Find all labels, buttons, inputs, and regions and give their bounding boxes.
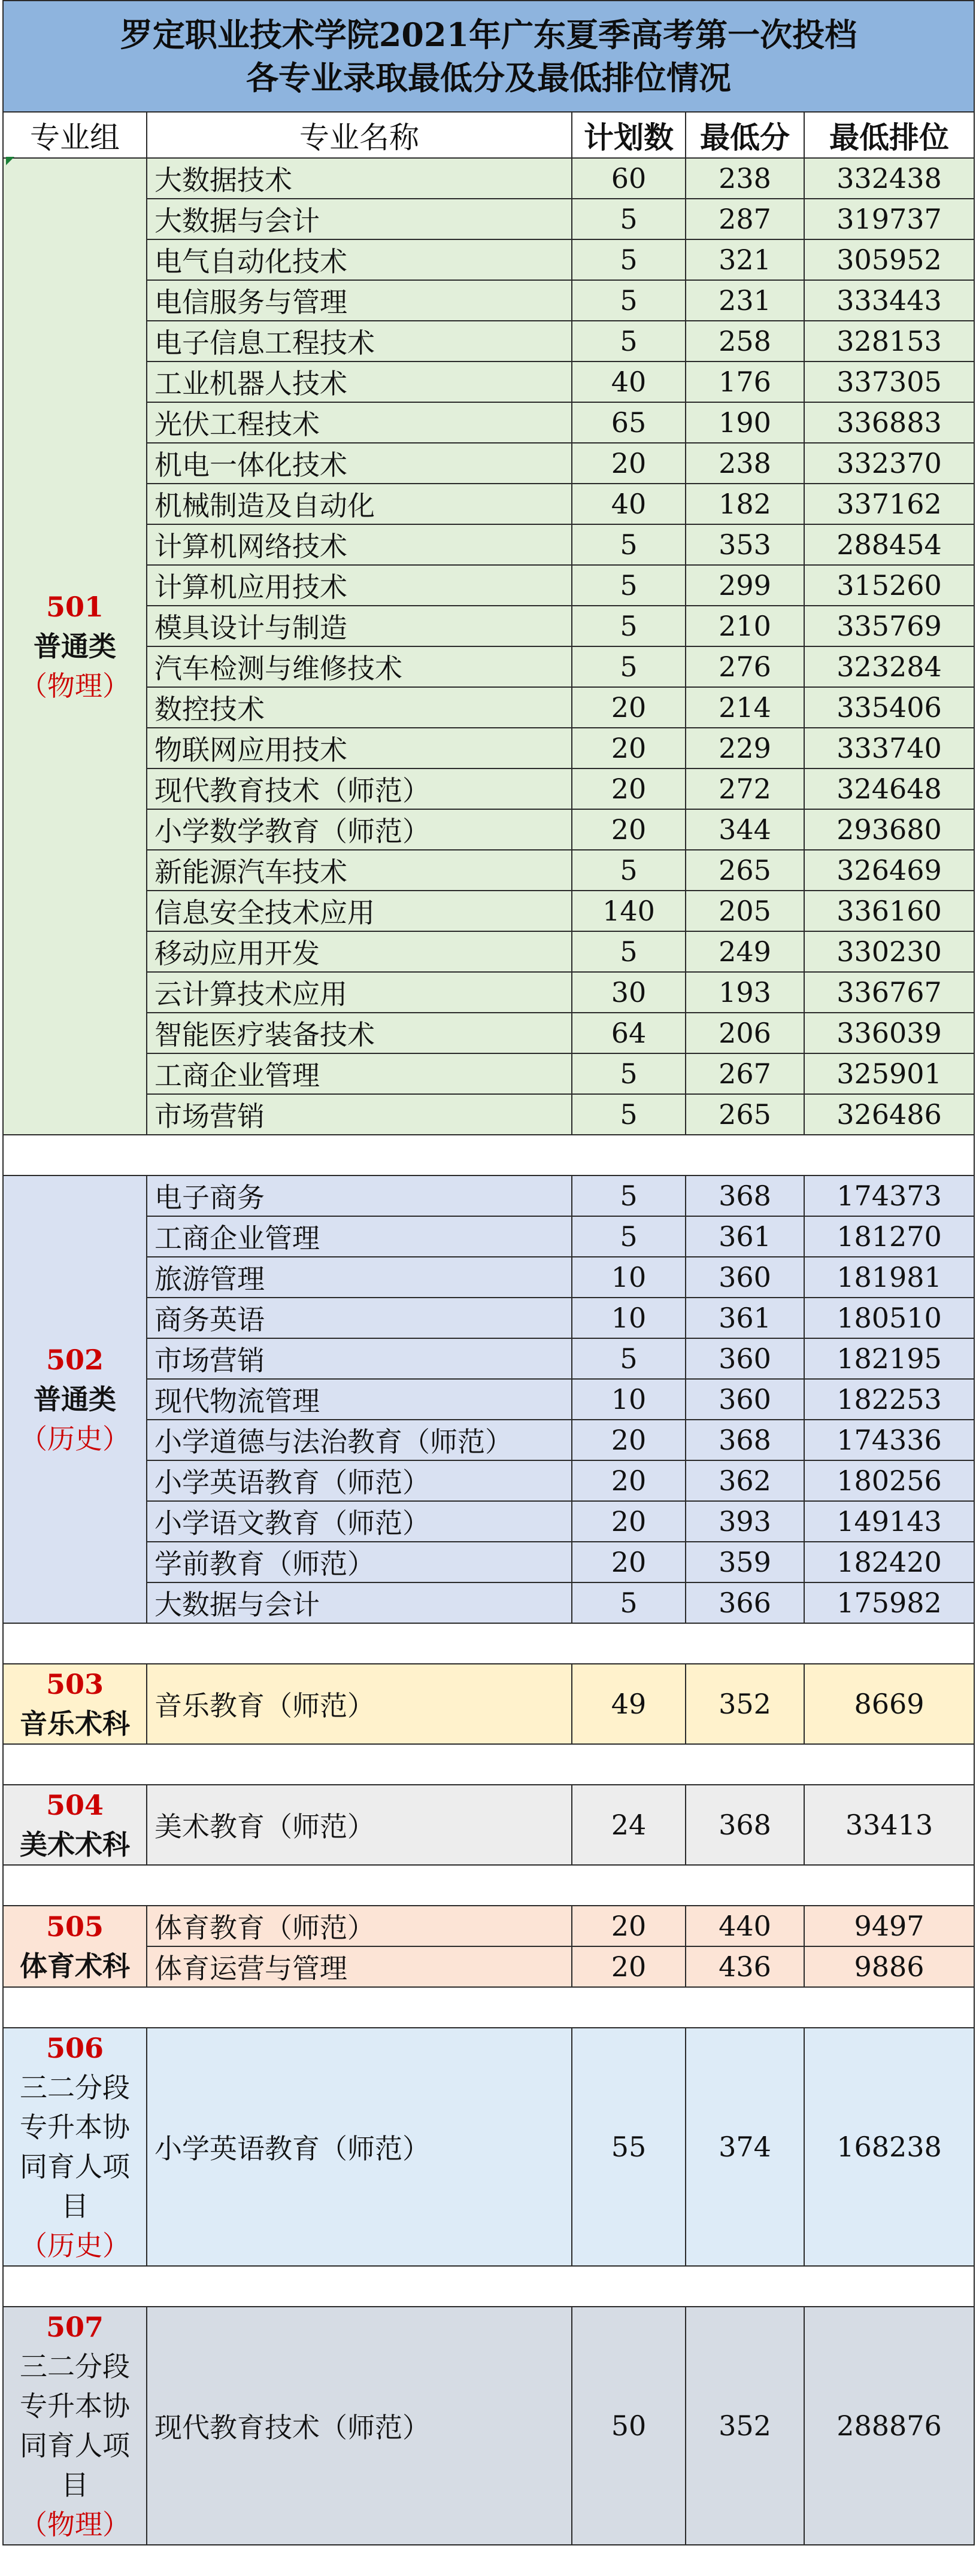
group-type-line: 专升本协	[20, 2111, 130, 2143]
table-row	[3, 1257, 974, 1298]
major-cell: 现代教育技术（师范）	[147, 2307, 572, 2545]
group-subject: （物理）	[20, 670, 130, 702]
major-cell: 计算机网络技术	[147, 524, 572, 565]
plan-cell: 5	[572, 321, 686, 362]
plan-cell: 20	[572, 1460, 686, 1501]
min-rank-cell: 333443	[804, 280, 974, 321]
min-rank-cell: 174336	[804, 1420, 974, 1460]
table-row	[3, 1338, 974, 1379]
table-row	[3, 972, 974, 1013]
min-score-cell: 182	[686, 484, 804, 524]
group-type: 普通类	[34, 1383, 116, 1415]
min-rank-cell: 323284	[804, 646, 974, 687]
min-score-cell: 231	[686, 280, 804, 321]
min-score-cell: 321	[686, 239, 804, 280]
min-rank-cell: 326486	[804, 1094, 974, 1135]
group-type: 音乐术科	[20, 1708, 130, 1740]
major-cell: 电信服务与管理	[147, 280, 572, 321]
plan-cell: 5	[572, 850, 686, 891]
major-cell: 现代物流管理	[147, 1379, 572, 1420]
plan-cell: 40	[572, 484, 686, 524]
table-row	[3, 687, 974, 728]
min-score-cell: 368	[686, 1785, 804, 1865]
plan-cell: 20	[572, 687, 686, 728]
plan-cell: 5	[572, 1053, 686, 1094]
min-rank-cell: 33413	[804, 1785, 974, 1865]
min-rank-cell: 9497	[804, 1906, 974, 1946]
plan-cell: 24	[572, 1785, 686, 1865]
separator-row	[3, 1865, 974, 1906]
min-rank-cell: 149143	[804, 1501, 974, 1542]
min-rank-cell: 288454	[804, 524, 974, 565]
separator-row	[3, 1623, 974, 1664]
major-cell: 小学英语教育（师范）	[147, 2028, 572, 2266]
min-score-cell: 265	[686, 1094, 804, 1135]
group-type-line: 同育人项	[20, 2150, 130, 2183]
table-row	[3, 280, 974, 321]
table-row	[3, 606, 974, 646]
min-score-cell: 206	[686, 1013, 804, 1053]
table-row	[3, 1906, 974, 1946]
table-row	[3, 931, 974, 972]
group-type-line: 专升本协	[20, 2390, 130, 2422]
plan-cell: 5	[572, 931, 686, 972]
table-row	[3, 850, 974, 891]
min-score-cell: 368	[686, 1420, 804, 1460]
table-row	[3, 1785, 974, 1865]
min-rank-cell: 175982	[804, 1582, 974, 1623]
plan-cell: 20	[572, 768, 686, 809]
plan-cell: 49	[572, 1664, 686, 1744]
table-row	[3, 891, 974, 931]
major-cell: 体育教育（师范）	[147, 1906, 572, 1946]
cell-comment-marker	[6, 157, 14, 165]
min-score-cell: 436	[686, 1946, 804, 1987]
major-cell: 大数据技术	[147, 158, 572, 199]
title-line-2: 各专业录取最低分及最低排位情况	[246, 59, 732, 97]
table-row	[3, 362, 974, 402]
table-row	[3, 1216, 974, 1257]
table-row	[3, 2307, 974, 2545]
major-cell: 机电一体化技术	[147, 443, 572, 484]
major-cell: 小学数学教育（师范）	[147, 809, 572, 850]
table-row	[3, 239, 974, 280]
group-cell	[3, 1664, 147, 1744]
min-rank-cell: 180510	[804, 1298, 974, 1338]
min-rank-cell: 335406	[804, 687, 974, 728]
min-score-cell: 193	[686, 972, 804, 1013]
group-type-line: 三二分段	[20, 2071, 130, 2104]
major-cell: 学前教育（师范）	[147, 1542, 572, 1582]
min-score-cell: 366	[686, 1582, 804, 1623]
group-type-line: 目	[61, 2469, 89, 2501]
separator-cell	[3, 1135, 974, 1175]
min-score-cell: 176	[686, 362, 804, 402]
major-cell: 电气自动化技术	[147, 239, 572, 280]
table-row	[3, 1460, 974, 1501]
major-cell: 市场营销	[147, 1094, 572, 1135]
major-cell: 机械制造及自动化	[147, 484, 572, 524]
min-score-cell: 272	[686, 768, 804, 809]
major-cell: 音乐教育（师范）	[147, 1664, 572, 1744]
separator-row	[3, 1744, 974, 1785]
min-score-cell: 229	[686, 728, 804, 768]
title-row	[3, 1, 974, 112]
separator-cell	[3, 1865, 974, 1906]
major-cell: 模具设计与制造	[147, 606, 572, 646]
min-rank-cell: 181270	[804, 1216, 974, 1257]
plan-cell: 5	[572, 1216, 686, 1257]
min-rank-cell: 332370	[804, 443, 974, 484]
min-score-cell: 344	[686, 809, 804, 850]
min-rank-cell: 335769	[804, 606, 974, 646]
group-type: 美术术科	[20, 1828, 130, 1861]
major-cell: 计算机应用技术	[147, 565, 572, 606]
min-score-cell: 205	[686, 891, 804, 931]
min-score-cell: 393	[686, 1501, 804, 1542]
separator-row	[3, 1135, 974, 1175]
min-rank-cell: 325901	[804, 1053, 974, 1094]
plan-cell: 5	[572, 280, 686, 321]
plan-cell: 5	[572, 1338, 686, 1379]
plan-cell: 10	[572, 1257, 686, 1298]
group-cell	[3, 1175, 147, 1623]
min-rank-cell: 336767	[804, 972, 974, 1013]
group-type-line: 三二分段	[20, 2350, 130, 2383]
group-code: 501	[46, 591, 104, 623]
major-cell: 物联网应用技术	[147, 728, 572, 768]
table-row	[3, 199, 974, 239]
major-cell: 小学语文教育（师范）	[147, 1501, 572, 1542]
min-score-cell: 362	[686, 1460, 804, 1501]
separator-cell	[3, 1744, 974, 1785]
header-major: 专业名称	[147, 112, 572, 158]
table-row	[3, 1420, 974, 1460]
header-plan: 计划数	[572, 112, 686, 158]
min-rank-cell: 174373	[804, 1175, 974, 1216]
table-row	[3, 443, 974, 484]
min-score-cell: 360	[686, 1338, 804, 1379]
plan-cell: 20	[572, 1542, 686, 1582]
major-cell: 电子信息工程技术	[147, 321, 572, 362]
min-score-cell: 360	[686, 1257, 804, 1298]
plan-cell: 20	[572, 728, 686, 768]
plan-cell: 55	[572, 2028, 686, 2266]
table-row	[3, 1013, 974, 1053]
min-score-cell: 214	[686, 687, 804, 728]
table-row	[3, 1175, 974, 1216]
plan-cell: 5	[572, 1582, 686, 1623]
min-score-cell: 360	[686, 1379, 804, 1420]
group-code: 503	[46, 1668, 104, 1700]
plan-cell: 20	[572, 1906, 686, 1946]
separator-cell	[3, 1623, 974, 1664]
major-cell: 新能源汽车技术	[147, 850, 572, 891]
min-rank-cell: 8669	[804, 1664, 974, 1744]
min-score-cell: 359	[686, 1542, 804, 1582]
min-rank-cell: 333740	[804, 728, 974, 768]
table-row	[3, 158, 974, 199]
table-row	[3, 1664, 974, 1744]
min-score-cell: 238	[686, 158, 804, 199]
min-rank-cell: 293680	[804, 809, 974, 850]
plan-cell: 140	[572, 891, 686, 931]
plan-cell: 10	[572, 1379, 686, 1420]
plan-cell: 30	[572, 972, 686, 1013]
group-subject: （历史）	[20, 2229, 130, 2262]
min-rank-cell: 182253	[804, 1379, 974, 1420]
admission-score-table	[2, 0, 975, 2545]
plan-cell: 5	[572, 646, 686, 687]
min-score-cell: 210	[686, 606, 804, 646]
plan-cell: 20	[572, 1946, 686, 1987]
major-cell: 旅游管理	[147, 1257, 572, 1298]
major-cell: 大数据与会计	[147, 1582, 572, 1623]
plan-cell: 64	[572, 1013, 686, 1053]
min-score-cell: 440	[686, 1906, 804, 1946]
table-row	[3, 1053, 974, 1094]
table-row	[3, 728, 974, 768]
plan-cell: 5	[572, 1175, 686, 1216]
table-row	[3, 524, 974, 565]
min-score-cell: 352	[686, 2307, 804, 2545]
min-score-cell: 267	[686, 1053, 804, 1094]
min-rank-cell: 328153	[804, 321, 974, 362]
group-cell	[3, 1906, 147, 1987]
major-cell: 小学英语教育（师范）	[147, 1460, 572, 1501]
group-code: 504	[46, 1789, 104, 1821]
group-code: 507	[46, 2311, 104, 2343]
major-cell: 现代教育技术（师范）	[147, 768, 572, 809]
min-score-cell: 258	[686, 321, 804, 362]
group-cell	[3, 2028, 147, 2266]
min-score-cell: 361	[686, 1216, 804, 1257]
min-rank-cell: 180256	[804, 1460, 974, 1501]
min-rank-cell: 315260	[804, 565, 974, 606]
table-row	[3, 1094, 974, 1135]
min-score-cell: 368	[686, 1175, 804, 1216]
major-cell: 美术教育（师范）	[147, 1785, 572, 1865]
group-type: 普通类	[34, 630, 116, 663]
plan-cell: 5	[572, 606, 686, 646]
header-min-score: 最低分	[686, 112, 804, 158]
plan-cell: 5	[572, 524, 686, 565]
group-type-line: 目	[61, 2190, 89, 2222]
group-code: 502	[46, 1344, 104, 1376]
min-rank-cell: 182420	[804, 1542, 974, 1582]
table-row	[3, 646, 974, 687]
plan-cell: 5	[572, 199, 686, 239]
group-subject: （历史）	[20, 1423, 130, 1455]
min-rank-cell: 288876	[804, 2307, 974, 2545]
plan-cell: 5	[572, 239, 686, 280]
major-cell: 商务英语	[147, 1298, 572, 1338]
table-row	[3, 2028, 974, 2266]
min-score-cell: 299	[686, 565, 804, 606]
min-rank-cell: 182195	[804, 1338, 974, 1379]
min-rank-cell: 336160	[804, 891, 974, 931]
min-rank-cell: 181981	[804, 1257, 974, 1298]
header-row	[3, 112, 974, 158]
major-cell: 移动应用开发	[147, 931, 572, 972]
table-row	[3, 1582, 974, 1623]
table-row	[3, 321, 974, 362]
group-type-line: 同育人项	[20, 2429, 130, 2462]
plan-cell: 20	[572, 809, 686, 850]
major-cell: 小学道德与法治教育（师范）	[147, 1420, 572, 1460]
major-cell: 大数据与会计	[147, 199, 572, 239]
min-score-cell: 276	[686, 646, 804, 687]
major-cell: 体育运营与管理	[147, 1946, 572, 1987]
min-rank-cell: 336883	[804, 402, 974, 443]
min-score-cell: 374	[686, 2028, 804, 2266]
plan-cell: 60	[572, 158, 686, 199]
min-rank-cell: 337162	[804, 484, 974, 524]
min-rank-cell: 305952	[804, 239, 974, 280]
min-rank-cell: 330230	[804, 931, 974, 972]
min-score-cell: 265	[686, 850, 804, 891]
table-row	[3, 565, 974, 606]
min-score-cell: 353	[686, 524, 804, 565]
major-cell: 信息安全技术应用	[147, 891, 572, 931]
major-cell: 市场营销	[147, 1338, 572, 1379]
title-line-1: 罗定职业技术学院2021年广东夏季高考第一次投档	[120, 16, 857, 54]
group-cell	[3, 158, 147, 1135]
table-row	[3, 402, 974, 443]
group-cell	[3, 2307, 147, 2545]
separator-cell	[3, 2266, 974, 2307]
min-rank-cell: 9886	[804, 1946, 974, 1987]
header-min-rank: 最低排位	[804, 112, 974, 158]
separator-row	[3, 1987, 974, 2028]
major-cell: 工业机器人技术	[147, 362, 572, 402]
group-code: 505	[46, 1910, 104, 1943]
plan-cell: 5	[572, 1094, 686, 1135]
table-row	[3, 1542, 974, 1582]
min-rank-cell: 337305	[804, 362, 974, 402]
group-type: 体育术科	[20, 1950, 130, 1982]
min-rank-cell: 336039	[804, 1013, 974, 1053]
min-rank-cell: 319737	[804, 199, 974, 239]
major-cell: 工商企业管理	[147, 1053, 572, 1094]
table-row	[3, 1501, 974, 1542]
min-score-cell: 361	[686, 1298, 804, 1338]
plan-cell: 20	[572, 443, 686, 484]
min-rank-cell: 332438	[804, 158, 974, 199]
group-code: 506	[46, 2032, 104, 2064]
table-row	[3, 1298, 974, 1338]
min-score-cell: 190	[686, 402, 804, 443]
major-cell: 数控技术	[147, 687, 572, 728]
plan-cell: 40	[572, 362, 686, 402]
min-score-cell: 249	[686, 931, 804, 972]
table-row	[3, 768, 974, 809]
plan-cell: 20	[572, 1501, 686, 1542]
min-rank-cell: 324648	[804, 768, 974, 809]
min-score-cell: 238	[686, 443, 804, 484]
admission-table-sheet	[2, 0, 974, 2545]
major-cell: 汽车检测与维修技术	[147, 646, 572, 687]
separator-cell	[3, 1987, 974, 2028]
table-row	[3, 1946, 974, 1987]
header-group: 专业组	[3, 112, 147, 158]
major-cell: 工商企业管理	[147, 1216, 572, 1257]
table-row	[3, 484, 974, 524]
min-rank-cell: 326469	[804, 850, 974, 891]
major-cell: 智能医疗装备技术	[147, 1013, 572, 1053]
group-subject: （物理）	[20, 2508, 130, 2541]
major-cell: 电子商务	[147, 1175, 572, 1216]
min-score-cell: 352	[686, 1664, 804, 1744]
plan-cell: 20	[572, 1420, 686, 1460]
table-row	[3, 809, 974, 850]
major-cell: 云计算技术应用	[147, 972, 572, 1013]
table-row	[3, 1379, 974, 1420]
plan-cell: 5	[572, 565, 686, 606]
min-score-cell: 287	[686, 199, 804, 239]
group-cell	[3, 1785, 147, 1865]
min-rank-cell: 168238	[804, 2028, 974, 2266]
plan-cell: 65	[572, 402, 686, 443]
separator-row	[3, 2266, 974, 2307]
plan-cell: 50	[572, 2307, 686, 2545]
plan-cell: 10	[572, 1298, 686, 1338]
table-title	[3, 1, 974, 112]
major-cell: 光伏工程技术	[147, 402, 572, 443]
